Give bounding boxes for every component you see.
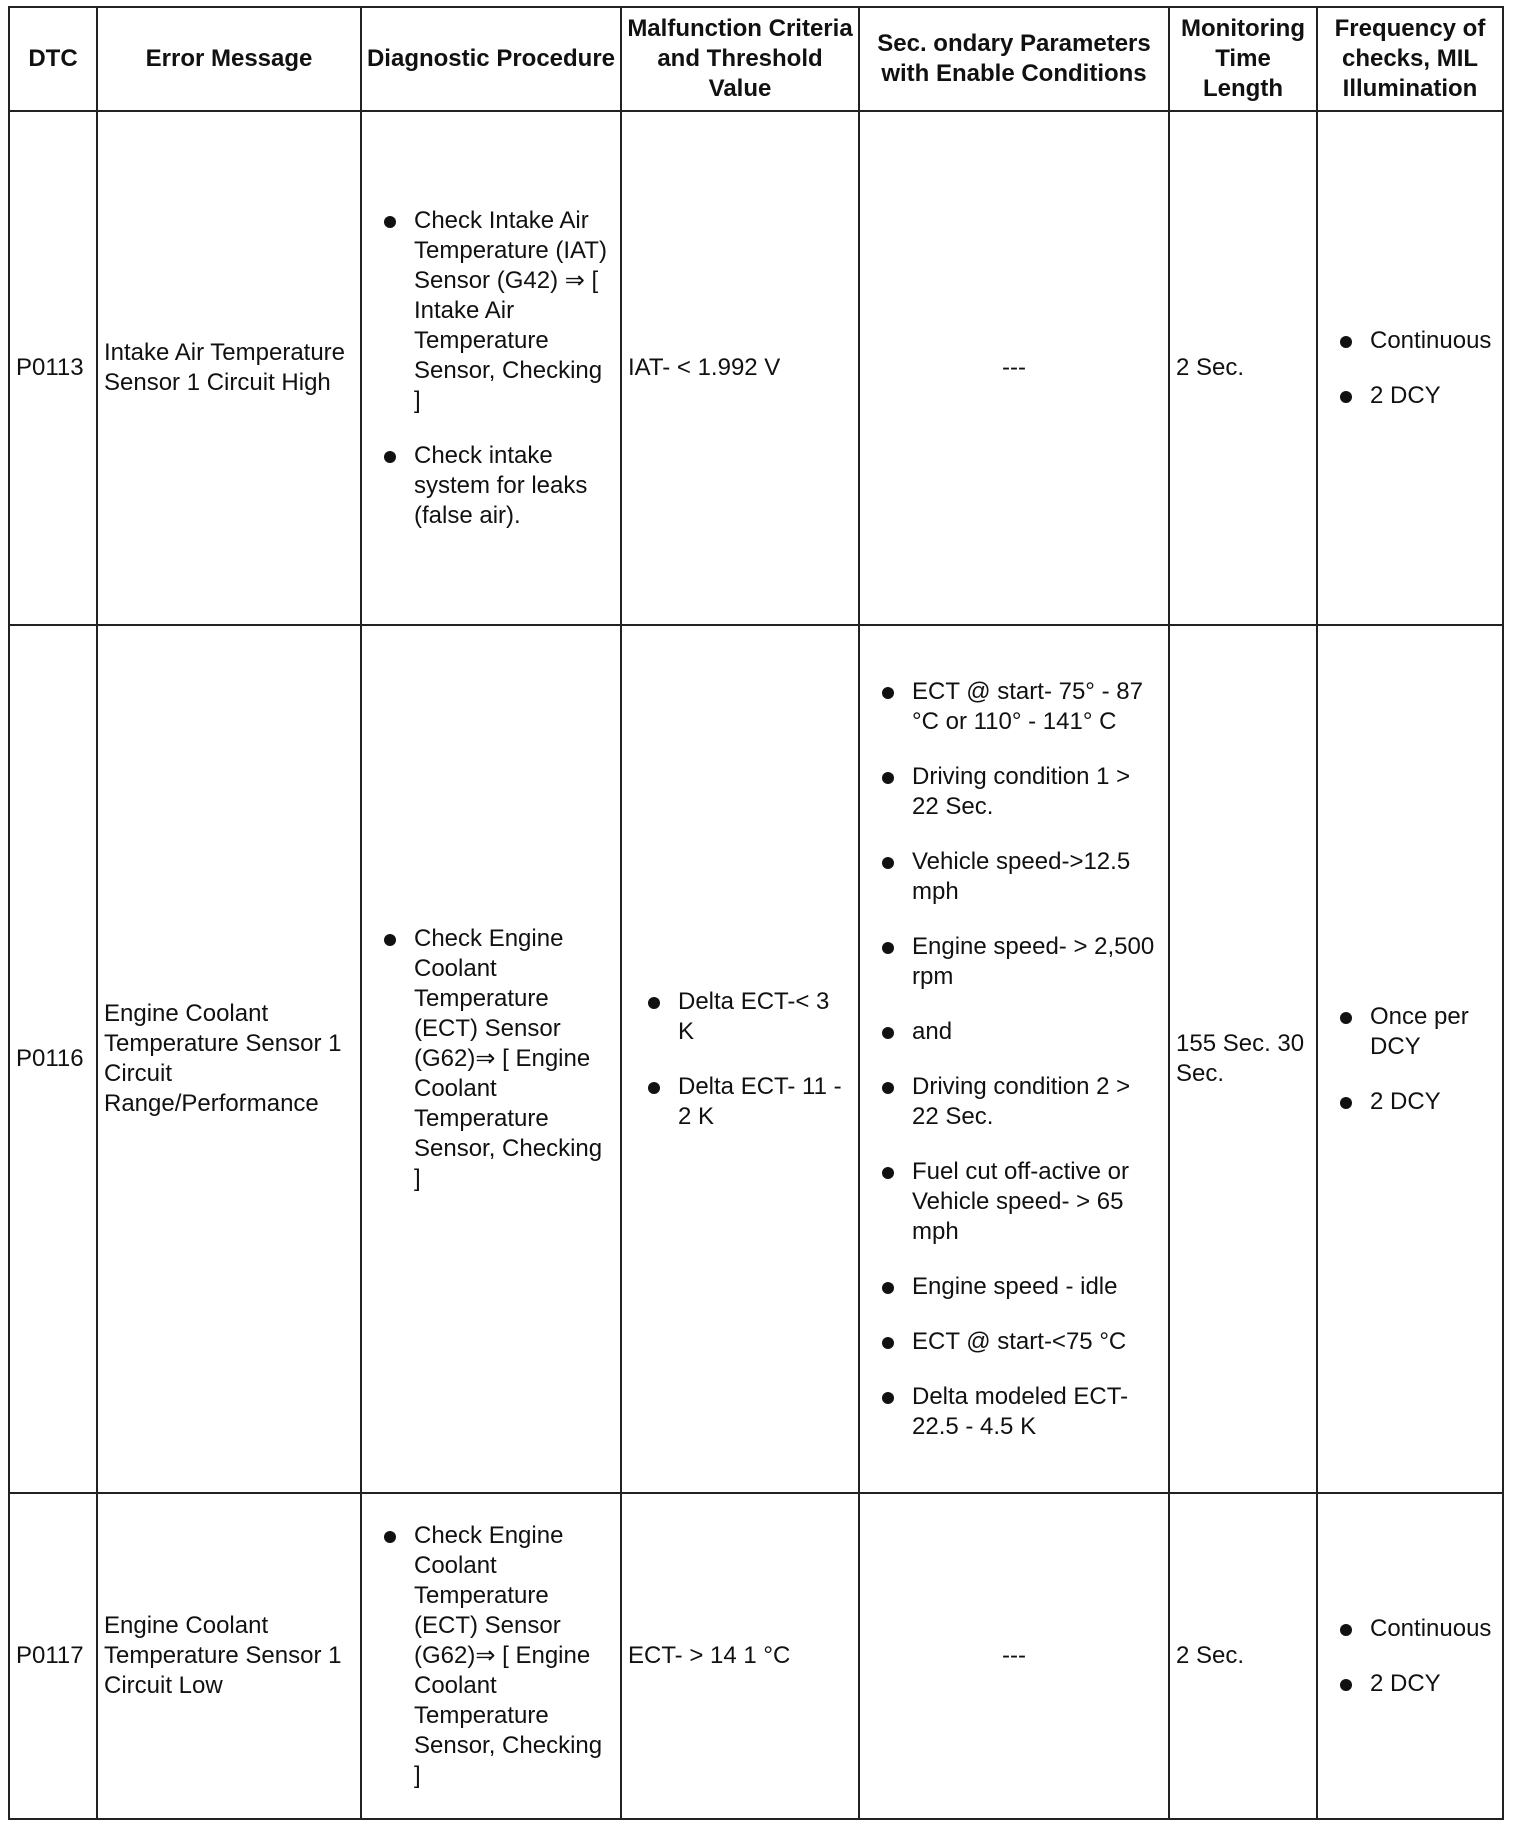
frequency [1317, 1493, 1503, 1819]
diagnostic-procedure [361, 625, 621, 1493]
table-row [9, 1493, 1503, 1819]
frequency-list [1336, 326, 1496, 411]
malfunction-criteria: IAT- < 1.992 V [621, 111, 859, 625]
list-item: Fuel cut off-active or Vehicle speed- > 65 mph [878, 1157, 1162, 1247]
header-monitoring-time: Monitoring Time Length [1169, 7, 1317, 111]
list-item: Engine speed- > 2,500 rpm [878, 932, 1162, 992]
monitoring-time: 2 Sec. [1169, 1493, 1317, 1819]
list-item: ECT @ start- 75° - 87 °C or 110° - 141° C [878, 677, 1162, 737]
list-item: Check Intake Air Temperature (IAT) Sensor (G42) ⇒ [ Intake Air Temperature Sensor, Checking ] [380, 206, 610, 416]
list-item: 2 DCY [1336, 1087, 1496, 1117]
list-item: and [878, 1017, 1162, 1047]
header-diagnostic-procedure: Diagnostic Procedure [361, 7, 621, 111]
diagnostic-procedure [361, 1493, 621, 1819]
error-message: Engine Coolant Temperature Sensor 1 Circuit Low [97, 1493, 361, 1819]
list-item: 2 DCY [1336, 381, 1496, 411]
secondary-parameters: --- [859, 111, 1169, 625]
procedure-list [380, 924, 610, 1194]
list-item: Check intake system for leaks (false air). [380, 441, 610, 531]
frequency-list [1336, 1002, 1496, 1117]
header-frequency: Frequency of checks, MIL Illumination [1317, 7, 1503, 111]
malfunction-criteria: ECT- > 14 1 °C [621, 1493, 859, 1819]
list-item: Driving condition 2 > 22 Sec. [878, 1072, 1162, 1132]
table-row [9, 111, 1503, 625]
procedure-list [380, 1521, 610, 1791]
dtc-code: P0117 [9, 1493, 97, 1819]
list-item: 2 DCY [1336, 1669, 1496, 1699]
dtc-code: P0116 [9, 625, 97, 1493]
procedure-list [380, 206, 610, 531]
secondary-parameters: --- [859, 1493, 1169, 1819]
error-message: Intake Air Temperature Sensor 1 Circuit High [97, 111, 361, 625]
frequency [1317, 625, 1503, 1493]
list-item: Once per DCY [1336, 1002, 1496, 1062]
list-item: Check Engine Coolant Temperature (ECT) Sensor (G62)⇒ [ Engine Coolant Temperature Sensor, Checking ] [380, 924, 610, 1194]
list-item: Delta ECT- 11 - 2 K [644, 1072, 852, 1132]
list-item: Vehicle speed->12.5 mph [878, 847, 1162, 907]
malfunction-criteria [621, 625, 859, 1493]
list-item: ECT @ start-<75 °C [878, 1327, 1162, 1357]
document-page [8, 6, 1502, 1818]
parameters-list [878, 677, 1162, 1442]
diagnostic-procedure [361, 111, 621, 625]
frequency [1317, 111, 1503, 625]
error-message: Engine Coolant Temperature Sensor 1 Circuit Range/Performance [97, 625, 361, 1493]
dtc-table [8, 6, 1504, 1820]
criteria-list [628, 987, 852, 1132]
monitoring-time: 155 Sec. 30 Sec. [1169, 625, 1317, 1493]
list-item: Engine speed - idle [878, 1272, 1162, 1302]
monitoring-time: 2 Sec. [1169, 111, 1317, 625]
list-item: Delta modeled ECT- 22.5 - 4.5 K [878, 1382, 1162, 1442]
list-item: Delta ECT-< 3 K [644, 987, 852, 1047]
header-secondary-parameters: Sec. ondary Parameters with Enable Conditions [859, 7, 1169, 111]
dtc-code: P0113 [9, 111, 97, 625]
list-item: Continuous [1336, 1614, 1496, 1644]
table-row [9, 625, 1503, 1493]
header-malfunction-criteria: Malfunction Criteria and Threshold Value [621, 7, 859, 111]
header-row [9, 7, 1503, 111]
header-dtc: DTC [9, 7, 97, 111]
list-item: Continuous [1336, 326, 1496, 356]
frequency-list [1336, 1614, 1496, 1699]
secondary-parameters [859, 625, 1169, 1493]
header-error-message: Error Message [97, 7, 361, 111]
list-item: Check Engine Coolant Temperature (ECT) Sensor (G62)⇒ [ Engine Coolant Temperature Sensor, Checking ] [380, 1521, 610, 1791]
list-item: Driving condition 1 > 22 Sec. [878, 762, 1162, 822]
